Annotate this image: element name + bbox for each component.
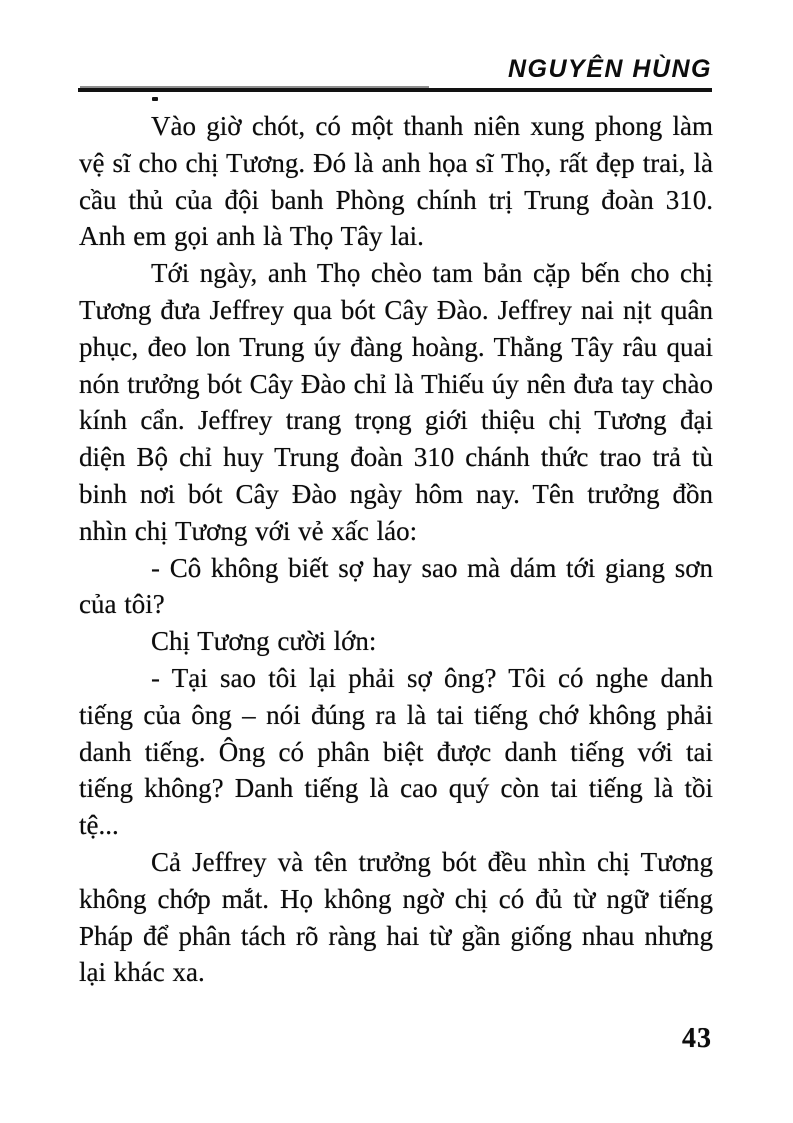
paragraph-dialogue: - Tại sao tôi lại phải sợ ông? Tôi có nghe danh tiếng của ông – nói đúng ra là tai tiếng chớ không phải danh tiếng. Ông có phân biệt được danh tiếng với tai tiếng không? Danh tiếng là cao quý còn tai tiếng là tồi tệ...	[79, 662, 713, 841]
body-text	[79, 108, 713, 991]
paragraph: Cả Jeffrey và tên trưởng bót đều nhìn chị Tương không chớp mắt. Họ không ngờ chị có đủ từ ngữ tiếng Pháp để phân tách rõ ràng hai từ gần giống nhau nhưng lại khác xa.	[79, 846, 713, 988]
paragraph: Chị Tương cười lớn:	[151, 626, 377, 657]
paragraph: Vào giờ chót, có một thanh niên xung phong làm vệ sĩ cho chị Tương. Đó là anh họa sĩ Thọ, rất đẹp trai, là cầu thủ của đội banh Phòng chính trị Trung đoàn 310. Anh em gọi anh là Thọ Tây lai.	[79, 111, 713, 252]
scan-speck	[152, 97, 158, 101]
paragraph-dialogue: - Cô không biết sợ hay sao mà dám tới giang sơn của tôi?	[79, 552, 713, 620]
header-rule	[78, 88, 712, 92]
paragraph: Tới ngày, anh Thọ chèo tam bản cặp bến cho chị Tương đưa Jeffrey qua bót Cây Đào. Jeffrey nai nịt quân phục, đeo lon Trung úy đàng hoàng. Thằng Tây râu quai nón trưởng bót Cây Đào chỉ là Thiếu úy nên đưa tay chào kính cẩn. Jeffrey trang trọng giới thiệu chị Tương đại diện Bộ chỉ huy Trung đoàn 310 chánh thức trao trả tù binh nơi bót Cây Đào ngày hôm nay. Tên trưởng đồn nhìn chị Tương với vẻ xấc láo:	[79, 258, 713, 546]
page-number: 43	[682, 1023, 712, 1054]
running-header-author: NGUYÊN HÙNG	[507, 55, 712, 83]
